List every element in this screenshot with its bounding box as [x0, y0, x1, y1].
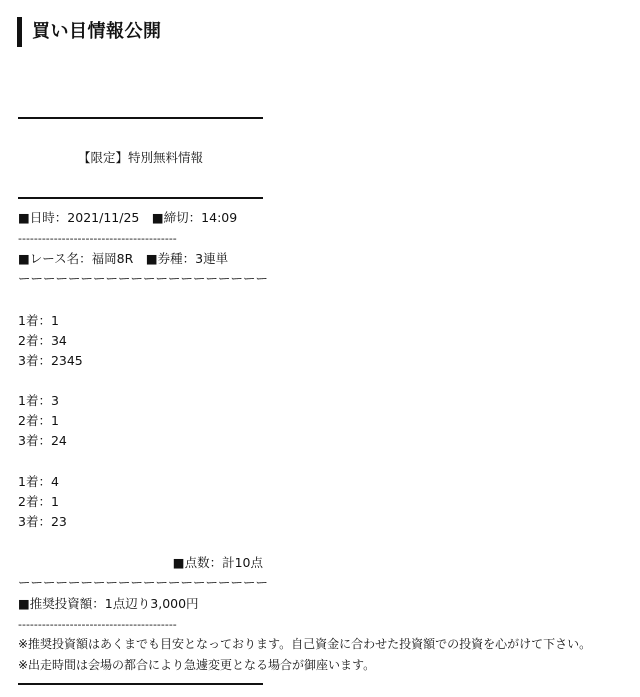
limited-label: 【限定】特別無料情報 [77, 150, 203, 165]
header-divider [18, 197, 263, 199]
note-start-time: ※出走時間は会場の都合により急遽変更となる場合が御座います。 [18, 658, 376, 672]
bet-2nd-place: 2着：1 [18, 494, 59, 509]
dash-divider: ---------------------------------------- [18, 618, 177, 631]
bet-2nd-place: 2着：34 [18, 333, 67, 348]
section-heading: 買い目情報公開 [17, 17, 162, 47]
top-divider [18, 117, 263, 119]
bet-1st-place: 1着：4 [18, 474, 59, 489]
long-dash-divider: ーーーーーーーーーーーーーーーーーーーー [18, 271, 269, 286]
long-dash-divider: ーーーーーーーーーーーーーーーーーーーー [18, 575, 269, 590]
points-total: ■点数：計10点 [172, 555, 263, 570]
bet-3rd-place: 3着：24 [18, 433, 67, 448]
bet-3rd-place: 3着：23 [18, 514, 67, 529]
bet-2nd-place: 2着：1 [18, 413, 59, 428]
date-deadline-line: ■日時：2021/11/25 ■締切：14:09 [18, 210, 238, 225]
recommended-investment: ■推奨投資額：1点辺り3,000円 [18, 596, 199, 611]
bet-1st-place: 1着：1 [18, 313, 59, 328]
bet-1st-place: 1着：3 [18, 393, 59, 408]
bottom-divider [18, 683, 263, 685]
dash-divider: ---------------------------------------- [18, 232, 177, 245]
race-type-line: ■レース名：福岡8R ■券種：3連単 [18, 251, 229, 266]
bet-3rd-place: 3着：2345 [18, 353, 83, 368]
note-investment: ※推奨投資額はあくまでも目安となっております。自己資金に合わせた投資額での投資を心がけて下さい。 [18, 637, 592, 651]
